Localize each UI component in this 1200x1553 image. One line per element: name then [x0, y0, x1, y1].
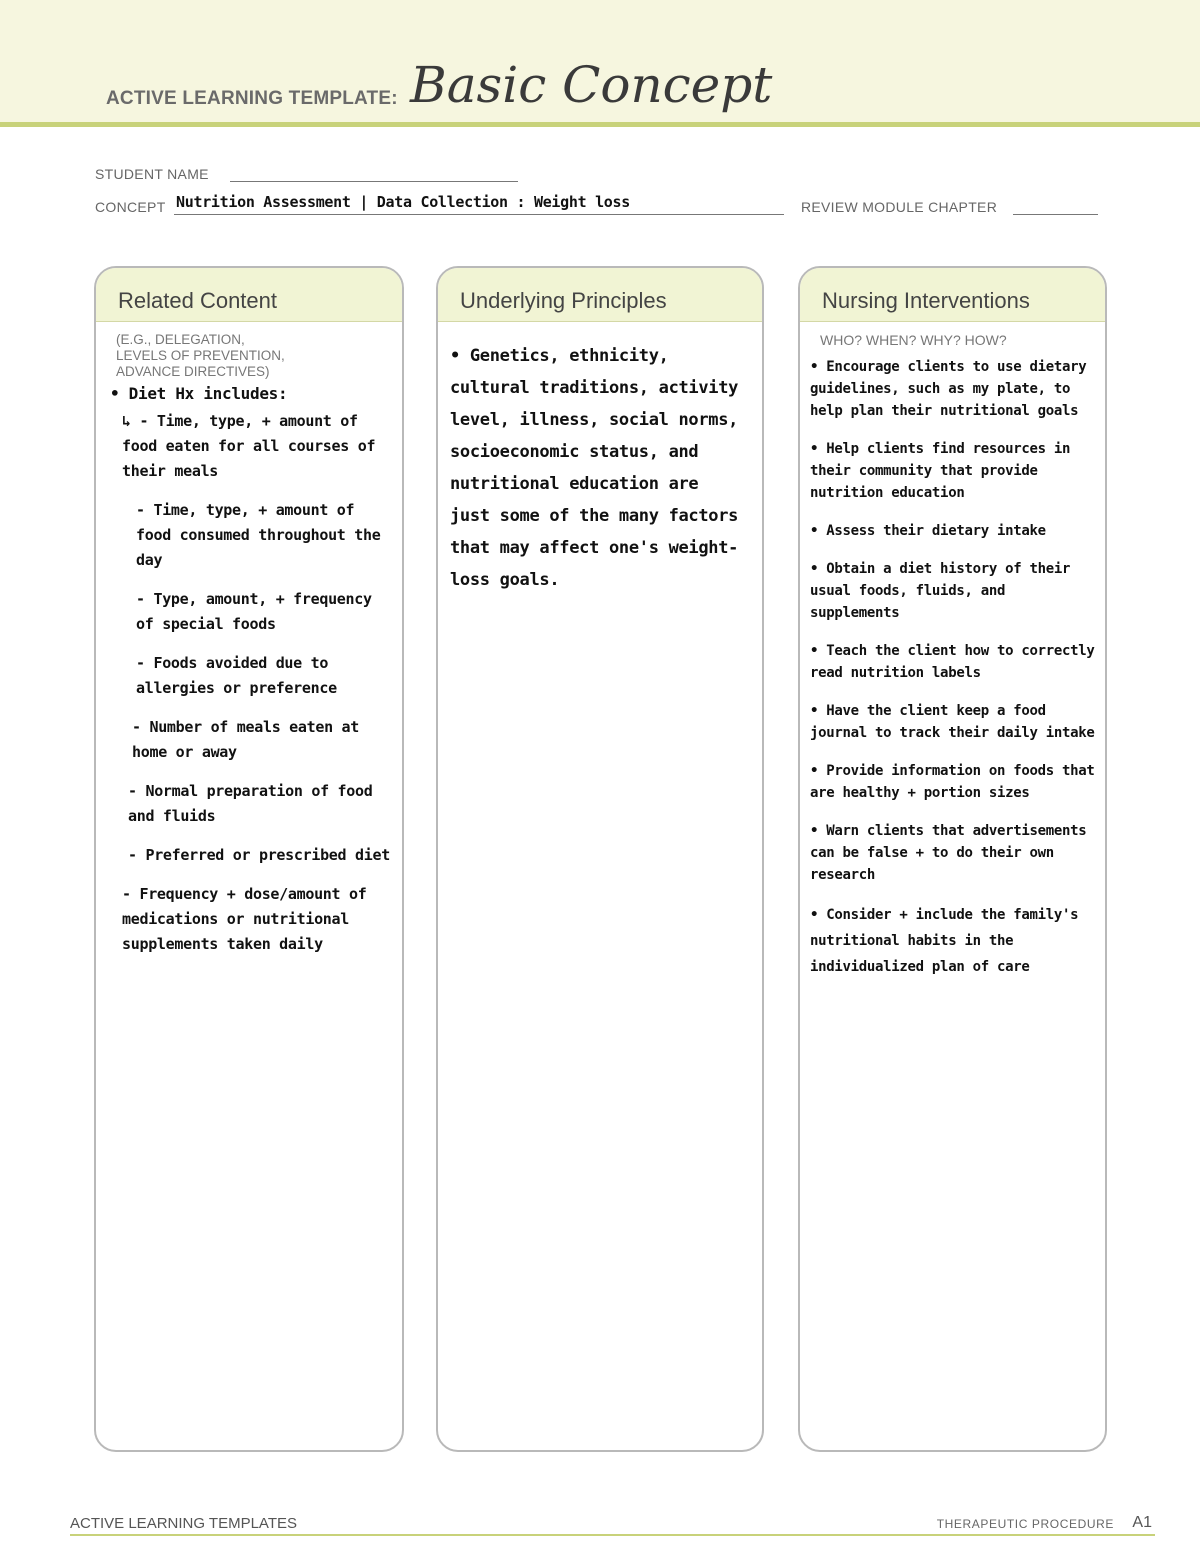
template-label: ACTIVE LEARNING TEMPLATE:	[106, 88, 398, 109]
list-item: - Time, type, + amount of food consumed throughout the day	[136, 501, 381, 569]
concept-value: Nutrition Assessment | Data Collection : Weight loss	[176, 193, 631, 211]
list-item: • Have the client keep a food journal to track their daily intake	[810, 703, 1095, 741]
related-content-list	[96, 409, 402, 957]
related-content-subtitle-line: ADVANCE DIRECTIVES)	[116, 364, 270, 379]
footer-right-label: THERAPEUTIC PROCEDURE	[936, 1517, 1114, 1531]
underlying-principles-panel	[436, 266, 764, 1452]
list-item: • Obtain a diet history of their usual foods, fluids, and supplements	[810, 561, 1071, 621]
list-item: • Encourage clients to use dietary guidelines, such as my plate, to help plan their nutritional goals	[810, 359, 1087, 419]
list-item: - Frequency + dose/amount of medications or nutritional supplements taken daily	[122, 885, 367, 953]
list-item: • Help clients find resources in their community that provide nutrition education	[810, 441, 1071, 501]
list-item: - Foods avoided due to allergies or preference	[136, 654, 337, 697]
header-rule	[0, 122, 1200, 127]
template-title: Basic Concept	[410, 56, 773, 114]
list-item: • Consider + include the family's nutritional habits in the individualized plan of care	[810, 907, 1079, 975]
related-content-subtitle-line: (E.G., DELEGATION,	[116, 332, 245, 347]
nursing-interventions-subtitle: WHO? WHEN? WHY? HOW?	[820, 332, 1007, 348]
student-name-label: STUDENT NAME	[95, 166, 209, 182]
related-content-intro: • Diet Hx includes:	[110, 384, 288, 403]
footer-rule	[70, 1534, 1155, 1536]
related-content-panel	[94, 266, 404, 1452]
footer-code: A1	[1132, 1514, 1152, 1531]
list-item: - Normal preparation of food and fluids	[128, 782, 373, 825]
nursing-interventions-panel	[798, 266, 1107, 1452]
nursing-interventions-title: Nursing Interventions	[800, 268, 1105, 322]
review-module-field[interactable]	[1013, 214, 1098, 215]
list-item: ↳ - Time, type, + amount of food eaten for all courses of their meals	[122, 412, 376, 480]
underlying-principles-list	[438, 322, 762, 596]
list-item: • Provide information on foods that are healthy + portion sizes	[810, 763, 1095, 801]
underlying-principles-title: Underlying Principles	[438, 268, 762, 322]
concept-label: CONCEPT	[95, 199, 166, 215]
related-content-subtitle	[116, 332, 402, 380]
list-item: • Genetics, ethnicity, cultural traditions, activity level, illness, social norms, socioeconomic status, and nutritional education are just some of the many factors that may affect one's weight-loss goals.	[450, 346, 739, 590]
list-item: • Warn clients that advertisements can be false + to do their own research	[810, 823, 1087, 883]
related-content-subtitle-line: LEVELS OF PREVENTION,	[116, 348, 285, 363]
review-module-label: REVIEW MODULE CHAPTER	[801, 199, 998, 215]
concept-field[interactable]	[174, 214, 784, 215]
footer-left-label: ACTIVE LEARNING TEMPLATES	[70, 1515, 297, 1532]
list-item: - Type, amount, + frequency of special foods	[136, 590, 372, 633]
list-item: - Preferred or prescribed diet	[128, 846, 390, 864]
list-item: - Number of meals eaten at home or away	[132, 718, 360, 761]
related-content-title: Related Content	[96, 268, 402, 322]
student-name-field[interactable]	[230, 181, 518, 182]
list-item: • Assess their dietary intake	[810, 523, 1046, 539]
nursing-interventions-list	[800, 348, 1105, 980]
list-item: • Teach the client how to correctly read nutrition labels	[810, 643, 1095, 681]
